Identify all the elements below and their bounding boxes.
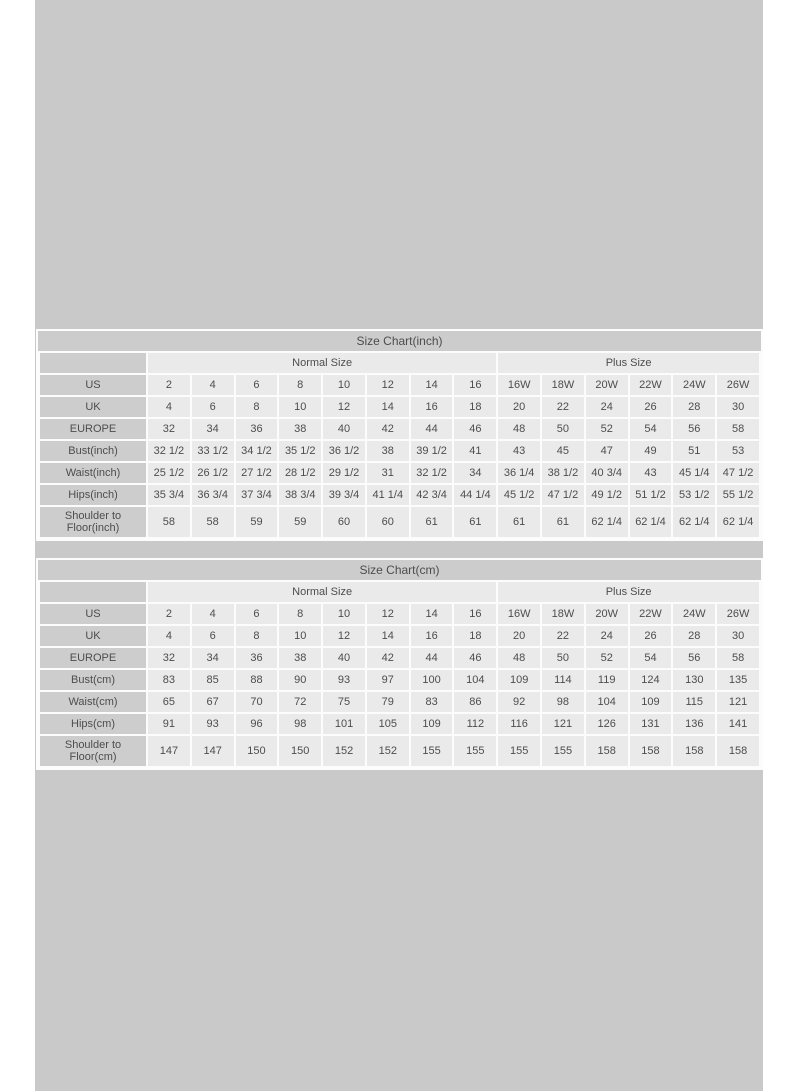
value-cell: 58 (717, 648, 759, 668)
value-cell: 33 1/2 (192, 441, 234, 461)
value-cell: 26W (717, 604, 759, 624)
value-cell: 24W (673, 375, 715, 395)
value-cell: 47 1/2 (717, 463, 759, 483)
value-cell: 60 (323, 507, 365, 537)
value-cell: 93 (192, 714, 234, 734)
table-row (40, 419, 759, 439)
value-cell: 37 3/4 (236, 485, 278, 505)
size-chart-cm (36, 558, 763, 770)
value-cell: 51 (673, 441, 715, 461)
value-cell: 10 (279, 397, 321, 417)
value-cell: 121 (542, 714, 584, 734)
value-cell: 36 1/2 (323, 441, 365, 461)
value-cell: 16W (498, 375, 540, 395)
corner-cell (40, 582, 146, 602)
value-cell: 36 (236, 648, 278, 668)
value-cell: 85 (192, 670, 234, 690)
value-cell: 22 (542, 626, 584, 646)
value-cell: 35 1/2 (279, 441, 321, 461)
value-cell: 88 (236, 670, 278, 690)
value-cell: 98 (279, 714, 321, 734)
value-cell: 14 (411, 604, 453, 624)
row-label: US (40, 375, 146, 395)
value-cell: 158 (630, 736, 672, 766)
value-cell: 18W (542, 375, 584, 395)
value-cell: 86 (454, 692, 496, 712)
value-cell: 147 (148, 736, 190, 766)
value-cell: 72 (279, 692, 321, 712)
value-cell: 8 (279, 375, 321, 395)
value-cell: 147 (192, 736, 234, 766)
value-cell: 38 (279, 648, 321, 668)
value-cell: 91 (148, 714, 190, 734)
value-cell: 25 1/2 (148, 463, 190, 483)
value-cell: 26 (630, 626, 672, 646)
value-cell: 59 (279, 507, 321, 537)
group-header-plus-size: Plus Size (498, 353, 759, 373)
value-cell: 4 (148, 397, 190, 417)
value-cell: 42 (367, 648, 409, 668)
value-cell: 47 1/2 (542, 485, 584, 505)
value-cell: 58 (148, 507, 190, 537)
value-cell: 38 1/2 (542, 463, 584, 483)
value-cell: 31 (367, 463, 409, 483)
value-cell: 47 (586, 441, 628, 461)
value-cell: 12 (323, 397, 365, 417)
value-cell: 62 1/4 (586, 507, 628, 537)
value-cell: 28 (673, 397, 715, 417)
group-header-plus-size: Plus Size (498, 582, 759, 602)
value-cell: 44 1/4 (454, 485, 496, 505)
value-cell: 48 (498, 419, 540, 439)
value-cell: 121 (717, 692, 759, 712)
value-cell: 54 (630, 648, 672, 668)
value-cell: 32 (148, 419, 190, 439)
value-cell: 67 (192, 692, 234, 712)
value-cell: 16W (498, 604, 540, 624)
value-cell: 61 (498, 507, 540, 537)
value-cell: 40 3/4 (586, 463, 628, 483)
corner-cell (40, 353, 146, 373)
value-cell: 53 (717, 441, 759, 461)
value-cell: 109 (498, 670, 540, 690)
value-cell: 96 (236, 714, 278, 734)
value-cell: 14 (411, 375, 453, 395)
value-cell: 22W (630, 375, 672, 395)
value-cell: 38 (279, 419, 321, 439)
value-cell: 152 (323, 736, 365, 766)
value-cell: 155 (542, 736, 584, 766)
value-cell: 24 (586, 626, 628, 646)
value-cell: 158 (717, 736, 759, 766)
value-cell: 65 (148, 692, 190, 712)
value-cell: 27 1/2 (236, 463, 278, 483)
value-cell: 39 3/4 (323, 485, 365, 505)
value-cell: 6 (192, 397, 234, 417)
value-cell: 93 (323, 670, 365, 690)
value-cell: 52 (586, 648, 628, 668)
table-row (40, 397, 759, 417)
value-cell: 32 (148, 648, 190, 668)
value-cell: 41 1/4 (367, 485, 409, 505)
table-row (40, 736, 759, 766)
value-cell: 20 (498, 397, 540, 417)
value-cell: 90 (279, 670, 321, 690)
value-cell: 34 (192, 419, 234, 439)
value-cell: 45 (542, 441, 584, 461)
value-cell: 4 (148, 626, 190, 646)
row-label: EUROPE (40, 419, 146, 439)
value-cell: 32 1/2 (411, 463, 453, 483)
table-row (40, 441, 759, 461)
size-chart-inch-table (38, 351, 761, 539)
value-cell: 4 (192, 375, 234, 395)
value-cell: 22 (542, 397, 584, 417)
value-cell: 62 1/4 (673, 507, 715, 537)
value-cell: 16 (454, 604, 496, 624)
value-cell: 130 (673, 670, 715, 690)
value-cell: 12 (367, 604, 409, 624)
value-cell: 10 (323, 375, 365, 395)
value-cell: 28 (673, 626, 715, 646)
value-cell: 150 (236, 736, 278, 766)
value-cell: 70 (236, 692, 278, 712)
value-cell: 2 (148, 604, 190, 624)
value-cell: 61 (411, 507, 453, 537)
value-cell: 34 (192, 648, 234, 668)
value-cell: 36 1/4 (498, 463, 540, 483)
size-chart-cm-table (38, 580, 761, 768)
value-cell: 155 (454, 736, 496, 766)
value-cell: 119 (586, 670, 628, 690)
value-cell: 30 (717, 626, 759, 646)
value-cell: 59 (236, 507, 278, 537)
row-label: Shoulder to Floor(inch) (40, 507, 146, 537)
value-cell: 61 (454, 507, 496, 537)
size-chart-inch (36, 329, 763, 541)
value-cell: 24W (673, 604, 715, 624)
value-cell: 58 (717, 419, 759, 439)
group-header-normal-size: Normal Size (148, 582, 496, 602)
row-label: Waist(inch) (40, 463, 146, 483)
table-row (40, 485, 759, 505)
value-cell: 2 (148, 375, 190, 395)
value-cell: 56 (673, 648, 715, 668)
value-cell: 98 (542, 692, 584, 712)
value-cell: 100 (411, 670, 453, 690)
value-cell: 16 (411, 397, 453, 417)
value-cell: 126 (586, 714, 628, 734)
value-cell: 136 (673, 714, 715, 734)
row-label: US (40, 604, 146, 624)
value-cell: 112 (454, 714, 496, 734)
row-label: Hips(cm) (40, 714, 146, 734)
table-row (40, 714, 759, 734)
value-cell: 155 (411, 736, 453, 766)
row-label: Bust(inch) (40, 441, 146, 461)
table-row (40, 507, 759, 537)
value-cell: 43 (498, 441, 540, 461)
value-cell: 14 (367, 397, 409, 417)
value-cell: 8 (236, 626, 278, 646)
value-cell: 124 (630, 670, 672, 690)
value-cell: 16 (411, 626, 453, 646)
value-cell: 75 (323, 692, 365, 712)
table-row (40, 648, 759, 668)
row-label: UK (40, 397, 146, 417)
value-cell: 16 (454, 375, 496, 395)
value-cell: 155 (498, 736, 540, 766)
row-label: UK (40, 626, 146, 646)
value-cell: 60 (367, 507, 409, 537)
value-cell: 29 1/2 (323, 463, 365, 483)
value-cell: 36 (236, 419, 278, 439)
value-cell: 52 (586, 419, 628, 439)
group-header-row (40, 353, 759, 373)
value-cell: 48 (498, 648, 540, 668)
value-cell: 56 (673, 419, 715, 439)
value-cell: 131 (630, 714, 672, 734)
value-cell: 39 1/2 (411, 441, 453, 461)
value-cell: 26W (717, 375, 759, 395)
value-cell: 135 (717, 670, 759, 690)
group-header-row (40, 582, 759, 602)
value-cell: 141 (717, 714, 759, 734)
value-cell: 14 (367, 626, 409, 646)
value-cell: 53 1/2 (673, 485, 715, 505)
value-cell: 42 3/4 (411, 485, 453, 505)
value-cell: 104 (454, 670, 496, 690)
value-cell: 45 1/2 (498, 485, 540, 505)
table-row (40, 375, 759, 395)
value-cell: 105 (367, 714, 409, 734)
value-cell: 116 (498, 714, 540, 734)
product-image-background (35, 0, 763, 1091)
value-cell: 22W (630, 604, 672, 624)
value-cell: 58 (192, 507, 234, 537)
value-cell: 44 (411, 419, 453, 439)
value-cell: 50 (542, 648, 584, 668)
row-label: Waist(cm) (40, 692, 146, 712)
table-row (40, 692, 759, 712)
value-cell: 10 (323, 604, 365, 624)
value-cell: 54 (630, 419, 672, 439)
value-cell: 92 (498, 692, 540, 712)
value-cell: 55 1/2 (717, 485, 759, 505)
value-cell: 109 (630, 692, 672, 712)
row-label: EUROPE (40, 648, 146, 668)
value-cell: 62 1/4 (630, 507, 672, 537)
value-cell: 101 (323, 714, 365, 734)
value-cell: 83 (148, 670, 190, 690)
value-cell: 8 (279, 604, 321, 624)
value-cell: 18 (454, 626, 496, 646)
value-cell: 50 (542, 419, 584, 439)
value-cell: 18W (542, 604, 584, 624)
value-cell: 46 (454, 419, 496, 439)
value-cell: 35 3/4 (148, 485, 190, 505)
row-label: Hips(inch) (40, 485, 146, 505)
value-cell: 62 1/4 (717, 507, 759, 537)
value-cell: 44 (411, 648, 453, 668)
value-cell: 12 (367, 375, 409, 395)
value-cell: 30 (717, 397, 759, 417)
value-cell: 152 (367, 736, 409, 766)
value-cell: 114 (542, 670, 584, 690)
value-cell: 45 1/4 (673, 463, 715, 483)
value-cell: 28 1/2 (279, 463, 321, 483)
value-cell: 32 1/2 (148, 441, 190, 461)
value-cell: 34 1/2 (236, 441, 278, 461)
value-cell: 41 (454, 441, 496, 461)
value-cell: 40 (323, 648, 365, 668)
table-row (40, 670, 759, 690)
value-cell: 26 1/2 (192, 463, 234, 483)
row-label: Bust(cm) (40, 670, 146, 690)
value-cell: 150 (279, 736, 321, 766)
value-cell: 6 (192, 626, 234, 646)
value-cell: 158 (673, 736, 715, 766)
value-cell: 4 (192, 604, 234, 624)
value-cell: 38 (367, 441, 409, 461)
value-cell: 109 (411, 714, 453, 734)
value-cell: 24 (586, 397, 628, 417)
value-cell: 51 1/2 (630, 485, 672, 505)
value-cell: 20W (586, 375, 628, 395)
table-row (40, 463, 759, 483)
value-cell: 97 (367, 670, 409, 690)
value-cell: 36 3/4 (192, 485, 234, 505)
value-cell: 158 (586, 736, 628, 766)
value-cell: 49 1/2 (586, 485, 628, 505)
value-cell: 79 (367, 692, 409, 712)
value-cell: 61 (542, 507, 584, 537)
value-cell: 20W (586, 604, 628, 624)
table-row (40, 626, 759, 646)
value-cell: 10 (279, 626, 321, 646)
value-cell: 42 (367, 419, 409, 439)
value-cell: 34 (454, 463, 496, 483)
value-cell: 38 3/4 (279, 485, 321, 505)
size-chart-inch-title: Size Chart(inch) (38, 331, 761, 351)
value-cell: 43 (630, 463, 672, 483)
value-cell: 40 (323, 419, 365, 439)
value-cell: 104 (586, 692, 628, 712)
value-cell: 6 (236, 604, 278, 624)
value-cell: 26 (630, 397, 672, 417)
group-header-normal-size: Normal Size (148, 353, 496, 373)
value-cell: 49 (630, 441, 672, 461)
value-cell: 18 (454, 397, 496, 417)
table-row (40, 604, 759, 624)
value-cell: 46 (454, 648, 496, 668)
value-cell: 20 (498, 626, 540, 646)
value-cell: 115 (673, 692, 715, 712)
value-cell: 83 (411, 692, 453, 712)
value-cell: 6 (236, 375, 278, 395)
value-cell: 8 (236, 397, 278, 417)
row-label: Shoulder to Floor(cm) (40, 736, 146, 766)
value-cell: 12 (323, 626, 365, 646)
size-chart-cm-title: Size Chart(cm) (38, 560, 761, 580)
